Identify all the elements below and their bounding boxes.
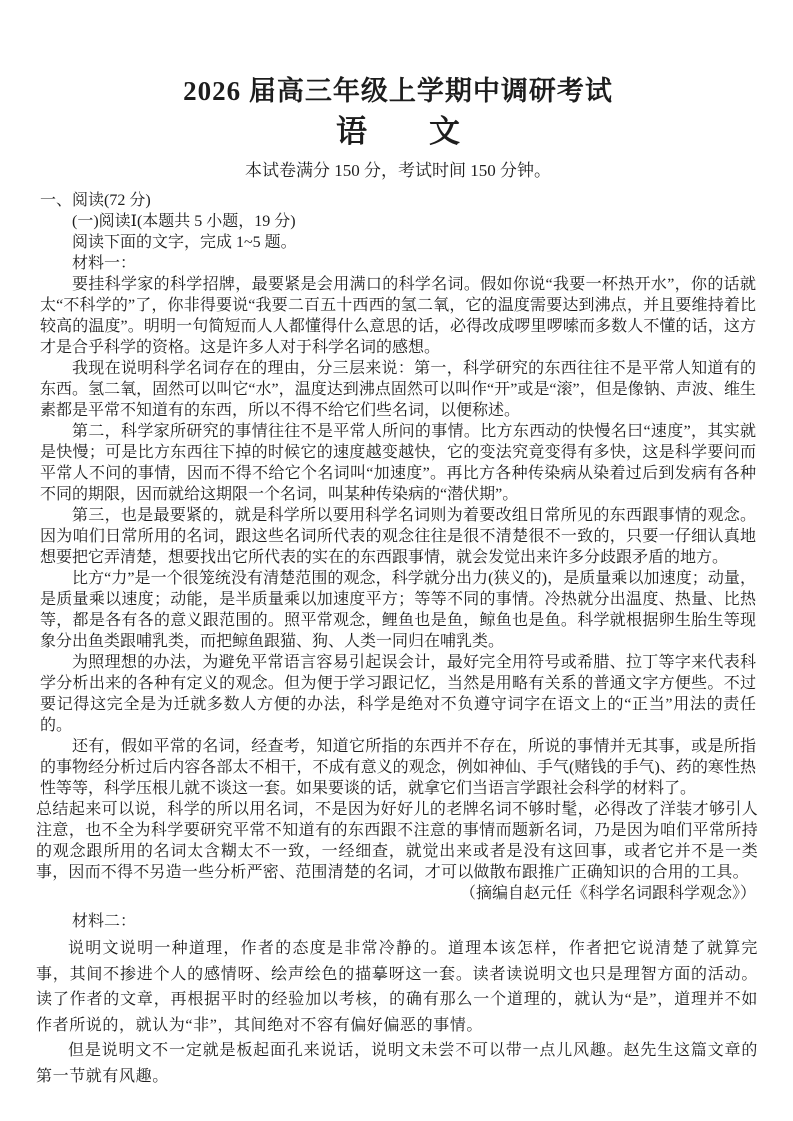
material-one bbox=[36, 253, 758, 904]
paragraph: 但是说明文不一定就是板起面孔来说话，说明文未尝不可以带一点儿风趣。赵先生这篇文章的第一节就有风趣。 bbox=[36, 1042, 758, 1085]
reading-instruction: 阅读下面的文字，完成 1~5 题。 bbox=[72, 234, 297, 251]
exam-title: 2026 届高三年级上学期中调研考试 bbox=[183, 76, 613, 106]
paragraph: 比方“力”是一个很笼统没有清楚范围的观念，科学就分出力(狭义的)，是质量乘以加速度；动量，是质量乘以速度；动能，是半质量乘以加速度平方；等等不同的事情。冷热就分出温度、热量、比热等，都是各有各的意义跟范围的。照平常观念，鲤鱼也是鱼，鲸鱼也是鱼。科学就根据卵生胎生等现象分出鱼类跟哺乳类，而把鲸鱼跟猫、狗、人类一同归在哺乳类。 bbox=[40, 570, 756, 650]
exam-info-line: 本试卷满分 150 分，考试时间 150 分钟。 bbox=[245, 161, 551, 180]
section-heading: 一、阅读(72 分) bbox=[40, 192, 151, 209]
paragraph: 第三，也是最要紧的，就是科学所以要用科学名词则为着要改组日常所见的东西跟事情的观念。因为咱们日常所用的名词，跟这些名词所代表的观念往往是很不清楚很不一致的，只要一仔细认真地想要把它弄清楚，想要找出它所代表的实在的东西跟事情，就会发觉出来许多分歧跟矛盾的地方。 bbox=[40, 507, 756, 566]
paragraph: 第二，科学家所研究的事情往往不是平常人所问的事情。比方东西动的快慢名曰“速度”，其实就是快慢；可是比方东西往下掉的时候它的速度越变越快，它的变法究竟变得有多快，这是科学要问而平常人不问的事情，因而不得不给它个名词叫“加速度”。再比方各种传染病从染着过后到发病有各种不同的期限，因而就给这期限一个名词，叫某种传染病的“潜伏期”。 bbox=[40, 423, 756, 503]
material-two bbox=[36, 936, 758, 1089]
source-attribution: （摘编自赵元任《科学名词跟科学观念》） bbox=[459, 885, 756, 902]
material-one-label: 材料一： bbox=[72, 255, 137, 272]
paragraph: 还有，假如平常的名词，经查考，知道它所指的东西并不存在，所说的事情并无其事，或是所指的事物经分析过后内容各部太不相干，不成有意义的观念，例如神仙、手气(赌钱的手气)、药的寒性热性等等，科学压根儿就不谈这一套。如果要谈的话，就拿它们当语言学跟社会科学的材料了。 bbox=[40, 738, 756, 797]
material-two-label: 材料二： bbox=[72, 913, 137, 930]
paragraph: 要挂科学家的科学招牌，最要紧是会用满口的科学名词。假如你说“我要一杯热开水”，你的话就太“不科学的”了，你非得要说“我要二百五十西西的氢二氧，它的温度需要达到沸点，并且要维持着比较高的温度”。明明一句简短而人人都懂得什么意思的话，必得改成啰里啰嗦而多数人不懂的话，这方才是合乎科学的资格。这是许多人对于科学名词的感想。 bbox=[40, 276, 756, 356]
paragraph: 说明文说明一种道理，作者的态度是非常冷静的。道理本该怎样，作者把它说清楚了就算完事，其间不掺进个人的感情呀、绘声绘色的描摹呀这一套。读者读说明文也只是理智方面的活动。读了作者的文章，再根据平时的经验加以考核，的确有那么一个道理的，就认为“是”，道理并不如作者所说的，就认为“非”，其间绝对不容有偏好偏恶的事情。 bbox=[36, 940, 758, 1034]
exam-subject-title: 语 文 bbox=[336, 114, 460, 149]
paragraph: 为照理想的办法，为避免平常语言容易引起误会计，最好完全用符号或希腊、拉丁等字来代表科学分析出来的各种有定义的观念。但为便于学习跟记忆，当然是用略有关系的普通文字方便些。不过要记得这完全是为迁就多数人方便的办法，科学是绝对不负遵守词字在语文上的“正当”用法的责任的。 bbox=[40, 654, 756, 734]
paragraph: 总结起来可以说，科学的所以用名词，不是因为好好儿的老牌名词不够时髦，必得改了洋装才够引人注意，也不全为科学要研究平常不知道有的东西跟不注意的事情而题新名词，乃是因为咱们平常所持的观念跟所用的名词太含糊太不一致，一经细查，就觉出来或者是没有这回事，或者它并不是一类事，因而不得不另造一些分析严密、范围清楚的名词，才可以做散布跟推广正确知识的合用的工具。 bbox=[36, 801, 758, 881]
paragraph: 我现在说明科学名词存在的理由，分三层来说：第一，科学研究的东西往往不是平常人知道有的东西。氢二氧，固然可以叫它“水”，温度达到沸点固然可以叫作“开”或是“滚”，但是像钠、声波、维生素都是平常不知道有的东西，所以不得不给它们些名词，以便称述。 bbox=[40, 360, 756, 419]
section-subheading: (一)阅读Ⅰ(本题共 5 小题，19 分) bbox=[72, 213, 296, 230]
